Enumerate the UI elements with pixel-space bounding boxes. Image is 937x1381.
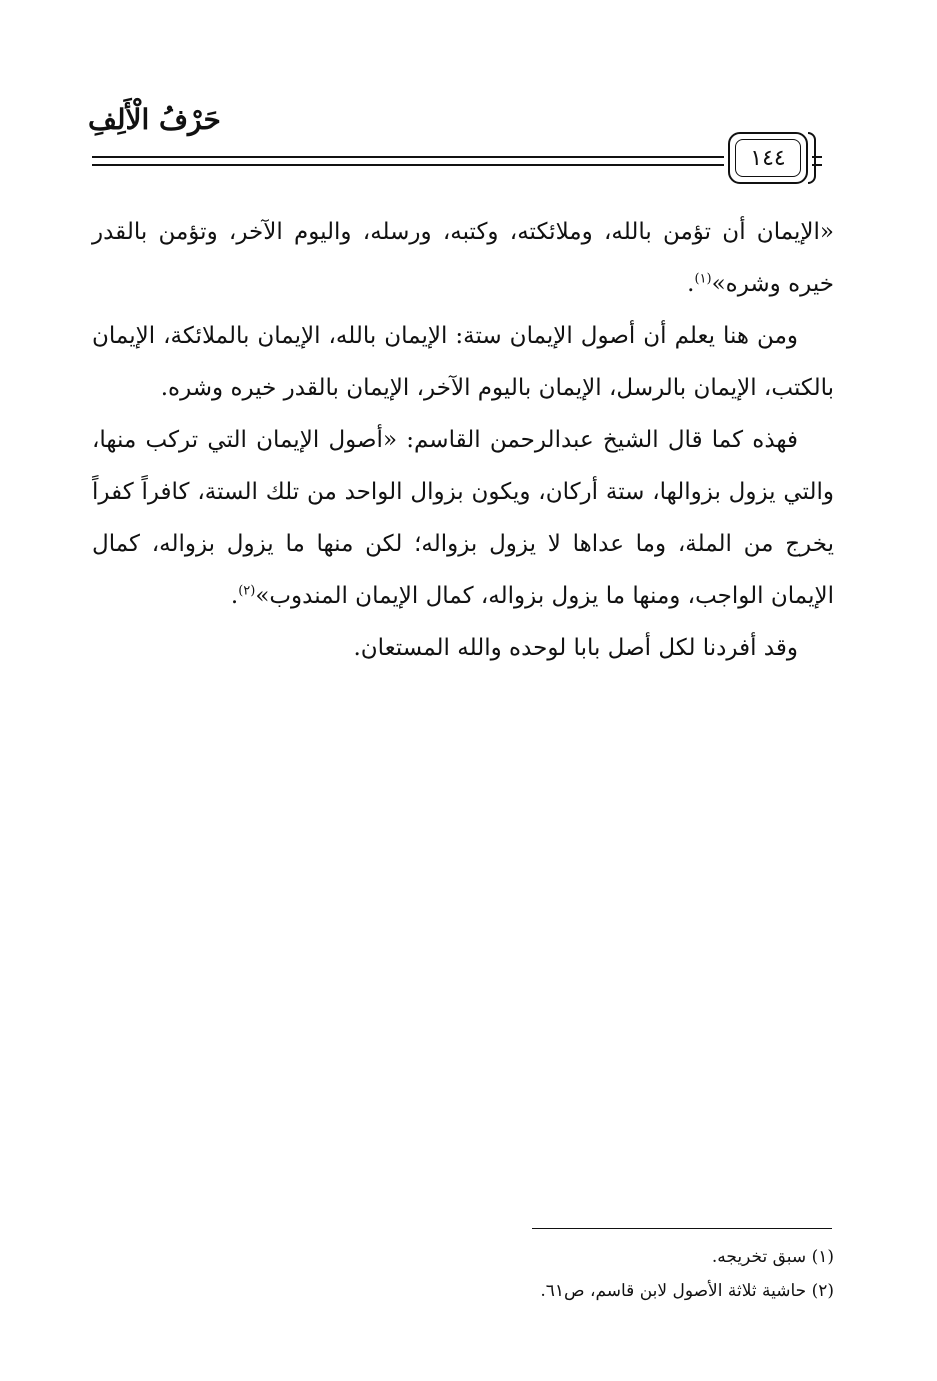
- paragraph-qasim-quote: [92, 414, 834, 622]
- footnote-separator: [532, 1228, 832, 1229]
- paragraph-text: «الإيمان أن تؤمن بالله، وملائكته، وكتبه، ورسله، واليوم الآخر، وتؤمن بالقدر خيره وشره»: [92, 219, 834, 297]
- header-rule-top: [92, 156, 724, 158]
- paragraph-end: .: [687, 271, 695, 297]
- footnote-ref-1: (١): [694, 271, 712, 287]
- footnote-ref-2: (٢): [238, 583, 256, 599]
- paragraph-hadith-quote: [92, 206, 834, 310]
- body-text: [92, 206, 834, 674]
- header-rule-bottom: [92, 164, 724, 166]
- footnote-1: (١) سبق تخريجه.: [711, 1247, 834, 1267]
- paragraph-closing: وقد أفردنا لكل أصل بابا لوحده والله المستعان.: [353, 635, 798, 661]
- footnote-2: (٢) حاشية ثلاثة الأصول لابن قاسم، ص٦١.: [540, 1281, 834, 1301]
- page-number-frame: [728, 132, 808, 184]
- paragraph-end: .: [230, 583, 239, 609]
- running-title: حَرْفُ الْأَلِفِ: [88, 103, 221, 136]
- footnotes: [92, 1240, 834, 1308]
- paragraph-six-pillars: ومن هنا يعلم أن أصول الإيمان ستة: الإيمان بالله، الإيمان بالملائكة، الإيمان بالكتب، الإيمان بالرسل، الإيمان باليوم الآخر، الإيمان بالقدر خيره وشره.: [92, 323, 834, 401]
- page-number-frame-tab: [808, 132, 816, 184]
- paragraph-text: فهذه كما قال الشيخ عبدالرحمن القاسم: «أصول الإيمان التي تركب منها، والتي يزول بزوالها، ستة أركان، ويكون بزوال الواحد من تلك الستة، كافراً كفراً يخرج من الملة، وما عداها لا يزول بزواله؛ لكن منها ما يزول بزواله، كمال الإيمان الواجب، ومنها ما يزول بزواله، كمال الإيمان المندوب»: [92, 427, 834, 609]
- page-number: ١٤٤: [735, 139, 801, 177]
